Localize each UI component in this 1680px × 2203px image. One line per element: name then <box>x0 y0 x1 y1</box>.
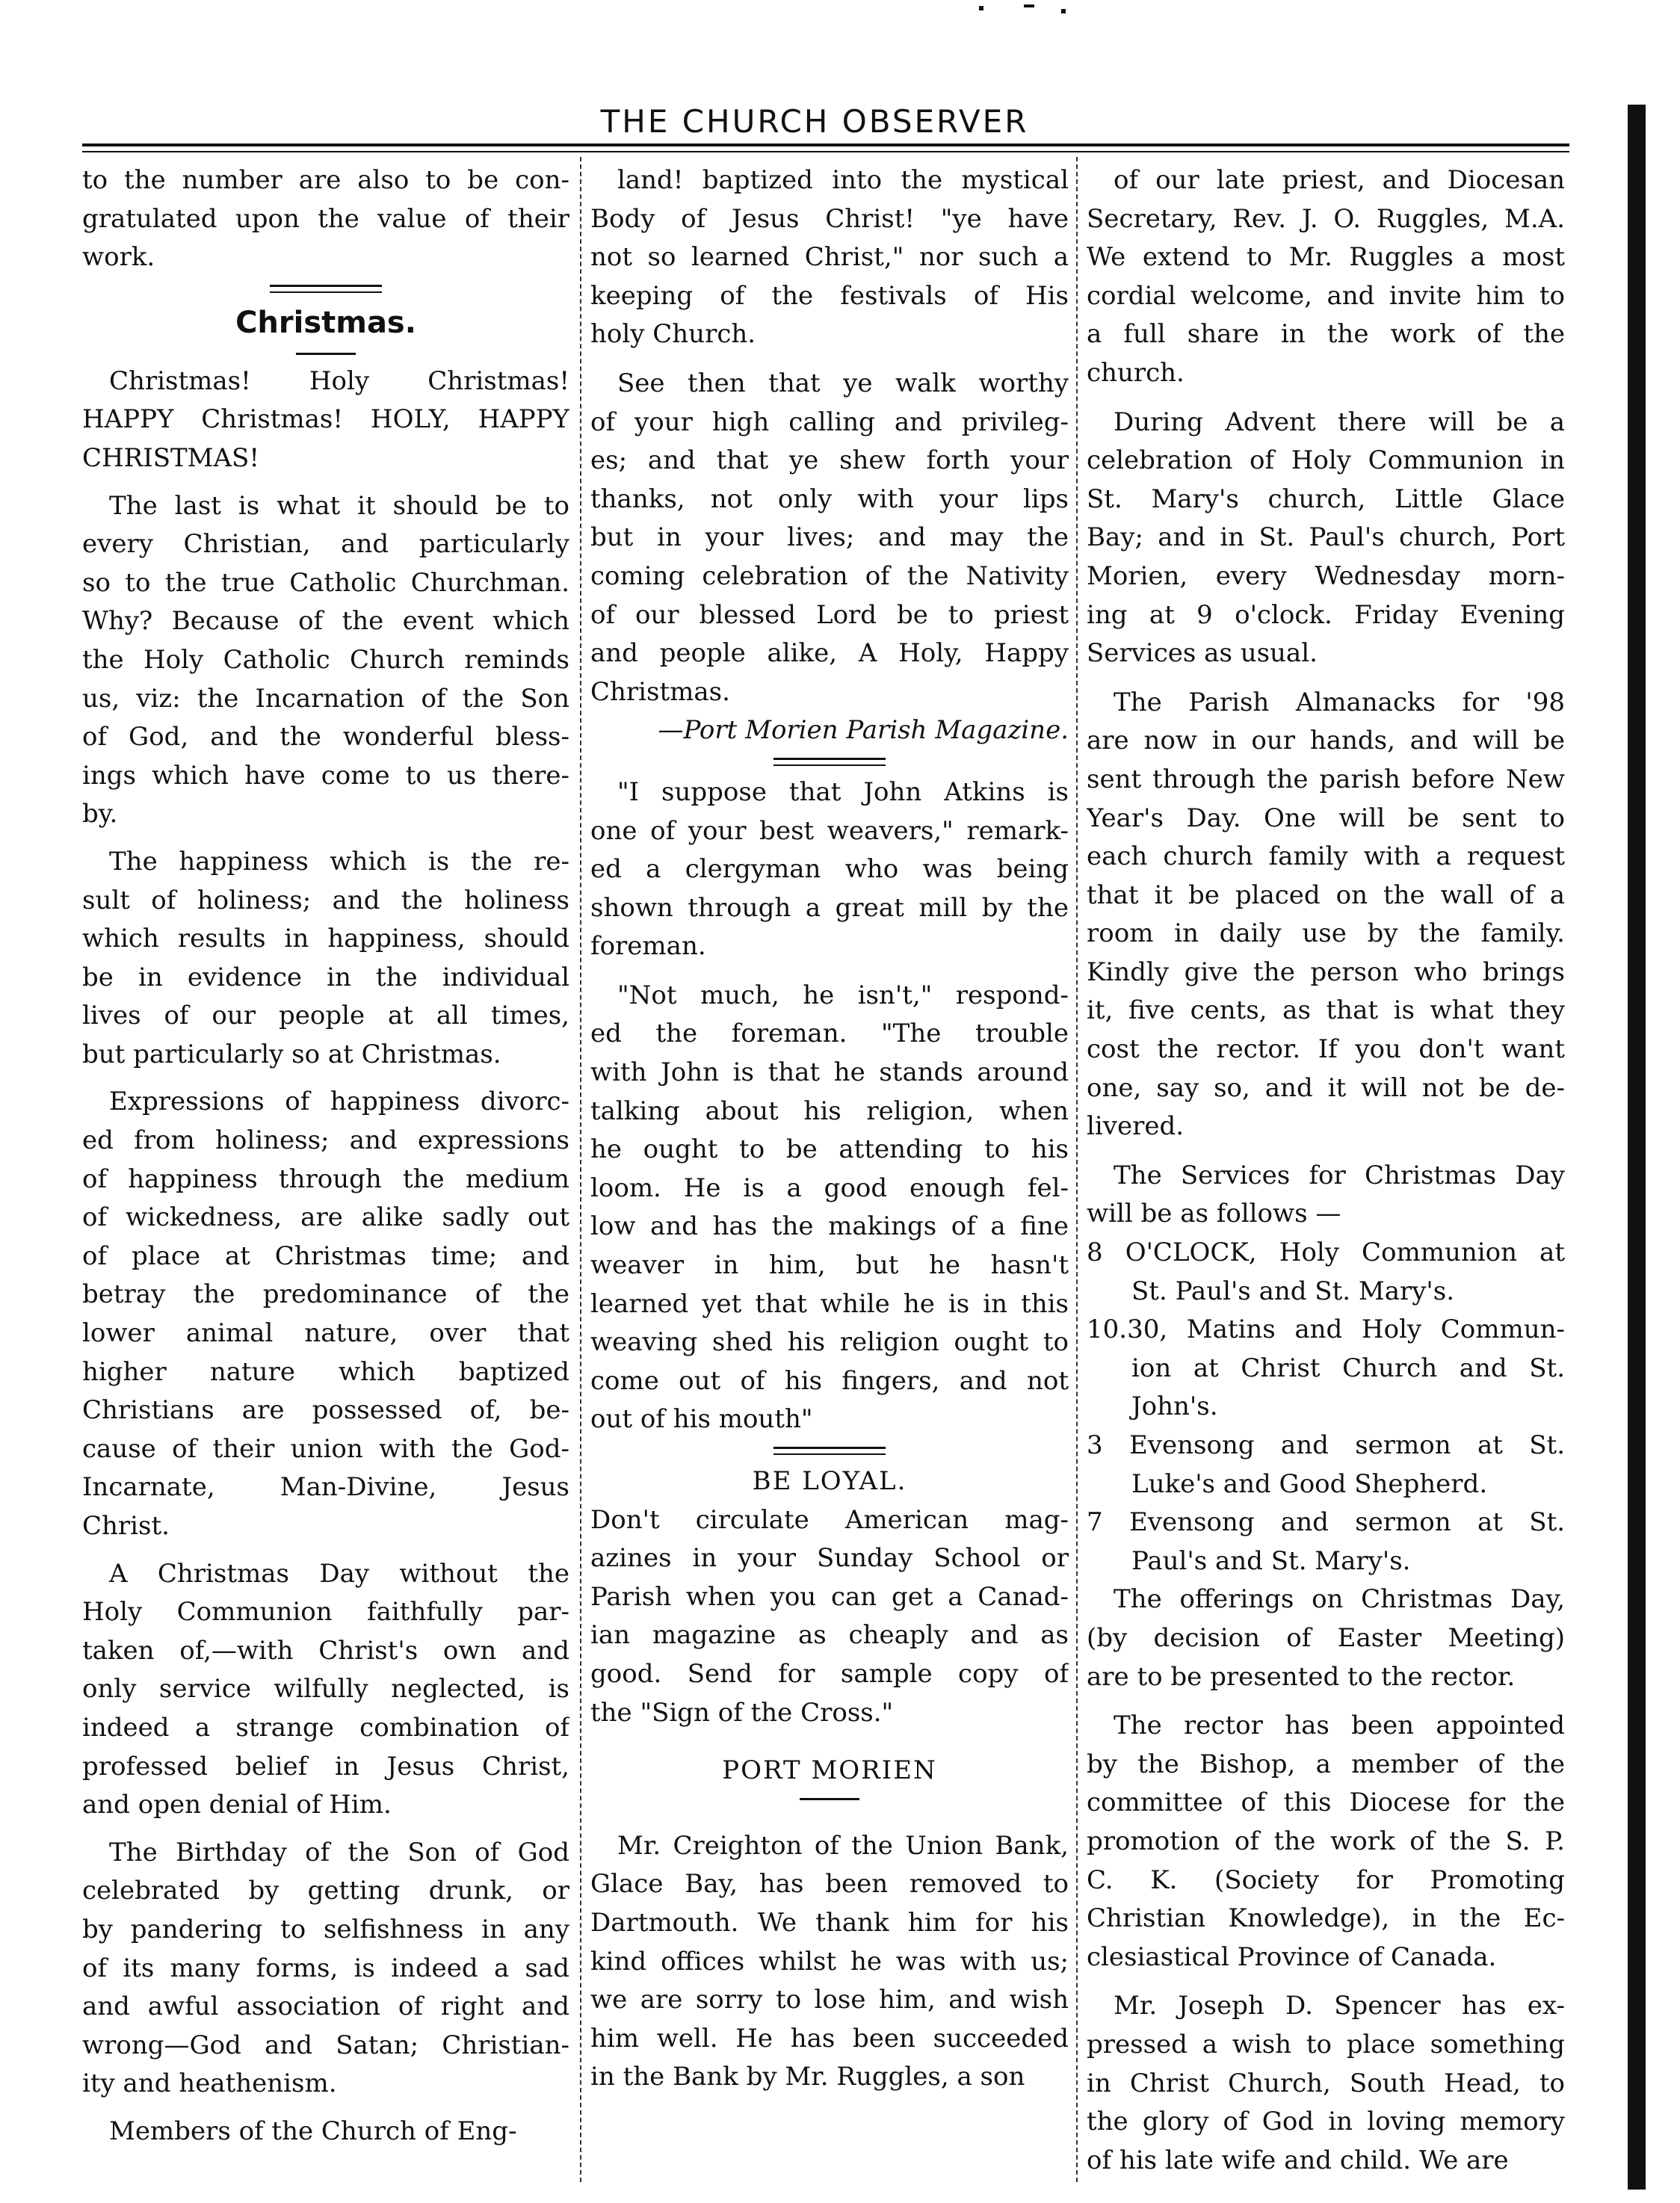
text-line: higher nature which baptized <box>82 1356 569 1387</box>
text-line: committee of this Diocese for the <box>1087 1788 1565 1818</box>
text-line: St. Mary's church, Little Glace <box>1087 483 1565 514</box>
text-line: ed from holiness; and expressions <box>82 1125 569 1156</box>
text-line: The rector has been appointed <box>1114 1711 1565 1741</box>
column-2 <box>590 161 1069 2179</box>
text-line: ing at 9 o'clock. Friday Evening <box>1087 599 1565 630</box>
text-line: During Advent there will be a <box>1114 407 1565 437</box>
service-entry <box>1087 1504 1565 1581</box>
paragraph <box>82 2113 569 2151</box>
text-line: John's. <box>1131 1391 1218 1422</box>
text-line: it, five cents, as that is what they <box>1087 995 1565 1026</box>
text-line: St. Paul's and St. Mary's. <box>1131 1276 1455 1306</box>
text-line: of happiness through the medium <box>82 1164 569 1194</box>
text-line: lives of our people at all times, <box>82 1001 569 1031</box>
text-line: the glory of God in loving memory <box>1087 2107 1565 2137</box>
text-line: Christ. <box>82 1511 170 1541</box>
christmas-heading: Christmas. <box>235 305 416 340</box>
text-line: every Christian, and particularly <box>82 529 569 560</box>
text-line: of our blessed Lord be to priest <box>590 599 1069 630</box>
text-line: not so learned Christ," nor such a <box>590 242 1069 273</box>
text-line: Mr. Joseph D. Spencer has ex- <box>1114 1991 1565 2021</box>
service-entry <box>1087 1427 1565 1504</box>
christmas-article <box>82 362 569 2151</box>
text-line: Mr. Creighton of the Union Bank, <box>617 1830 1069 1861</box>
text-line: celebrated by getting drunk, or <box>82 1876 569 1906</box>
text-line: a full share in the work of the <box>1087 319 1565 350</box>
text-line: cause of their union with the God- <box>82 1433 569 1464</box>
text-line: The Birthday of the Son of God <box>109 1837 569 1867</box>
text-line: See then that ye walk worthy <box>617 368 1069 398</box>
paragraph <box>1087 1707 1565 1977</box>
text-line: (by decision of Easter Meeting) <box>1087 1622 1565 1653</box>
text-line: Bay; and in St. Paul's church, Port <box>1087 522 1565 553</box>
text-line: the "Sign of the Cross." <box>590 1697 894 1728</box>
text-line: come out of his fingers, and not <box>590 1365 1069 1396</box>
text-line: professed belief in Jesus Christ, <box>82 1751 569 1782</box>
text-line: church. <box>1087 357 1185 388</box>
text-line: weaver in him, but he hasn't <box>590 1250 1069 1281</box>
text-line: 3 Evensong and sermon at St. <box>1087 1430 1565 1460</box>
paragraph <box>82 1834 569 2104</box>
short-rule <box>800 1798 859 1800</box>
text-line: of place at Christmas time; and <box>82 1240 569 1271</box>
text-line: A Christmas Day without the <box>109 1558 569 1589</box>
text-line: indeed a strange combination of <box>82 1712 569 1743</box>
text-line: but in your lives; and may the <box>590 522 1069 553</box>
text-line: of its many forms, is indeed a sad <box>82 1953 569 1983</box>
text-line: sult of holiness; and the holiness <box>82 885 569 915</box>
text-line: HAPPY Christmas! HOLY, HAPPY <box>82 404 569 435</box>
page-binding-edge <box>1614 0 1680 2203</box>
text-line: which results in happiness, should <box>82 924 569 954</box>
text-line: "Not much, he isn't," respond- <box>617 980 1069 1010</box>
text-line: will be as follows — <box>1087 1199 1341 1229</box>
text-line: wrong—God and Satan; Christian- <box>82 2030 569 2060</box>
paragraph <box>590 977 1069 1439</box>
parish-notices <box>1087 161 1565 1234</box>
text-line: Why? Because of the event which <box>82 606 569 637</box>
text-line: are now in our hands, and will be <box>1087 726 1565 756</box>
text-line: ed a clergyman who was being <box>590 854 1069 885</box>
article-signature: —Port Morien Parish Magazine. <box>658 715 1069 746</box>
paragraph <box>82 843 569 1075</box>
text-line: "I suppose that John Atkins is <box>617 776 1069 807</box>
port-morien-article <box>590 1827 1069 2097</box>
text-line: kind offices whilst he was with us; <box>590 1946 1069 1977</box>
text-line: him well. He has been succeeded <box>590 2023 1069 2054</box>
text-line: in the Bank by Mr. Ruggles, a son <box>590 2062 1025 2092</box>
text-line: Kindly give the person who brings <box>1087 957 1565 987</box>
text-line: one, say so, and it will not be de- <box>1087 1072 1565 1103</box>
masthead-title: THE CHURCH OBSERVER <box>600 103 1029 140</box>
text-line: Year's Day. One will be sent to <box>1087 803 1565 833</box>
text-line: of wickedness, are alike sadly out <box>82 1202 569 1233</box>
text-line: of our late priest, and Diocesan <box>1114 165 1565 195</box>
text-line: so to the true Catholic Churchman. <box>82 567 569 598</box>
text-line: C. K. (Society for Promoting <box>1087 1864 1565 1895</box>
text-line: of his late wife and child. We are <box>1087 2145 1509 2175</box>
masthead-rule-thin <box>82 151 1569 152</box>
text-line: lower animal nature, over that <box>82 1318 569 1349</box>
text-line: pressed a wish to place something <box>1087 2029 1565 2060</box>
text-line: ed the foreman. "The trouble <box>590 1019 1069 1049</box>
paragraph <box>1087 404 1565 673</box>
text-line: good. Send for sample copy of <box>590 1658 1069 1689</box>
text-line: The Parish Almanacks for '98 <box>1114 687 1565 717</box>
paragraph <box>590 1827 1069 2097</box>
text-line: weaving shed his religion ought to <box>590 1327 1069 1358</box>
text-line: es; and that ye shew forth your <box>590 445 1069 476</box>
text-line: coming celebration of the Nativity <box>590 560 1069 591</box>
paragraph <box>590 365 1069 711</box>
be-loyal-heading: BE LOYAL. <box>752 1466 907 1496</box>
text-line: Holy Communion faithfully par- <box>82 1597 569 1628</box>
text-line: he ought to be attending to his <box>590 1134 1069 1165</box>
text-line: only service wilfully neglected, is <box>82 1674 569 1705</box>
parish-notices-continued <box>1087 1581 1565 2179</box>
text-line: celebration of Holy Communion in <box>1087 445 1565 476</box>
text-line: Christmas! Holy Christmas! <box>109 365 569 396</box>
paragraph <box>82 1083 569 1545</box>
text-line: sent through the parish before New <box>1087 764 1565 794</box>
text-line: Parish when you can get a Canad- <box>590 1581 1069 1612</box>
paragraph <box>82 161 569 277</box>
text-line: and awful association of right and <box>82 1992 569 2022</box>
text-line: Expressions of happiness divorc- <box>109 1087 569 1117</box>
column-separator-1 <box>580 157 581 2182</box>
ink-speck <box>1024 4 1034 7</box>
paragraph <box>590 161 1069 354</box>
be-loyal-article <box>590 1501 1069 1733</box>
text-line: gratulated upon the value of their <box>82 203 569 234</box>
text-line: Members of the Church of Eng- <box>109 2116 517 2146</box>
paragraph <box>82 1555 569 1825</box>
paragraph <box>82 362 569 478</box>
text-line: cost the rector. If you don't want <box>1087 1034 1565 1065</box>
text-line: shown through a great mill by the <box>590 892 1069 923</box>
text-line: in Christ Church, South Head, to <box>1087 2068 1565 2098</box>
text-line: Morien, every Wednesday morn- <box>1087 560 1565 591</box>
christmas-article-continued <box>590 161 1069 711</box>
text-line: by the Bishop, a member of the <box>1087 1749 1565 1779</box>
paragraph <box>590 1501 1069 1733</box>
ink-speck <box>1061 9 1066 13</box>
text-line: holy Church. <box>590 319 756 350</box>
column-3 <box>1087 161 1565 2179</box>
text-line: are to be presented to the rector. <box>1087 1661 1516 1692</box>
text-line: livered. <box>1087 1111 1185 1142</box>
text-line: ian magazine as cheaply and as <box>590 1620 1069 1651</box>
text-line: by. <box>82 799 118 829</box>
masthead-rule-thick <box>82 143 1569 146</box>
text-line: land! baptized into the mystical <box>617 165 1069 195</box>
text-line: of your high calling and privileg- <box>590 407 1069 437</box>
paragraph <box>1087 1581 1565 1696</box>
text-line: talking about his religion, when <box>590 1096 1069 1126</box>
text-line: CHRISTMAS! <box>82 442 259 473</box>
text-line: 10.30, Matins and Holy Commun- <box>1087 1314 1565 1345</box>
text-line: The last is what it should be to <box>109 490 569 521</box>
text-line: one of your best weavers," remark- <box>590 815 1069 846</box>
text-line: learned yet that while he is in this <box>590 1288 1069 1319</box>
text-line: out of his mouth" <box>590 1404 813 1435</box>
paragraph <box>1087 1987 1565 2179</box>
ornamental-rule <box>270 285 382 293</box>
text-line: by pandering to selfishness in any <box>82 1914 569 1944</box>
text-line: foreman. <box>590 931 706 962</box>
paragraph <box>1087 161 1565 393</box>
text-line: The happiness which is the re- <box>109 846 569 877</box>
text-line: Glace Bay, has been removed to <box>590 1869 1069 1900</box>
text-line: The offerings on Christmas Day, <box>1114 1584 1565 1615</box>
text-line: us, viz: the Incarnation of the Son <box>82 683 569 714</box>
text-line: We extend to Mr. Ruggles a most <box>1087 242 1565 273</box>
text-line: we are sorry to lose him, and wish <box>590 1985 1069 2015</box>
ornamental-rule <box>773 1447 886 1455</box>
text-line: promotion of the work of the S. P. <box>1087 1826 1565 1856</box>
text-line: Body of Jesus Christ! "ye have <box>590 203 1069 234</box>
service-entry <box>1087 1311 1565 1427</box>
text-line: of God, and the wonderful bless- <box>82 722 569 753</box>
text-line: Dartmouth. We thank him for his <box>590 1907 1069 1938</box>
text-line: ity and heathenism. <box>82 2068 337 2099</box>
text-line: The Services for Christmas Day <box>1114 1160 1565 1190</box>
paragraph <box>590 773 1069 966</box>
ornamental-rule <box>773 758 886 766</box>
text-line: with John is that he stands around <box>590 1057 1069 1088</box>
text-line: cordial welcome, and invite him to <box>1087 280 1565 311</box>
text-line: Services as usual. <box>1087 638 1318 669</box>
lead-paragraph <box>82 161 569 277</box>
text-line: the Holy Catholic Church reminds <box>82 644 569 675</box>
text-line: work. <box>82 242 155 273</box>
column-1 <box>82 161 569 2179</box>
paragraph <box>82 487 569 834</box>
text-line: 8 O'CLOCK, Holy Communion at <box>1087 1238 1565 1268</box>
paragraph <box>1087 1157 1565 1234</box>
text-line: thanks, not only with your lips <box>590 483 1069 514</box>
port-morien-heading: PORT MORIEN <box>722 1755 937 1786</box>
short-rule <box>296 353 356 355</box>
text-line: Secretary, Rev. J. O. Ruggles, M.A. <box>1087 203 1565 234</box>
column-separator-2 <box>1076 157 1078 2182</box>
christmas-services-list <box>1087 1234 1565 1581</box>
service-entry <box>1087 1234 1565 1311</box>
text-line: be in evidence in the individual <box>82 962 569 992</box>
text-line: room in daily use by the family. <box>1087 918 1565 949</box>
text-line: Incarnate, Man-Divine, Jesus <box>82 1472 569 1503</box>
text-line: Paul's and St. Mary's. <box>1131 1545 1411 1576</box>
ink-speck <box>979 6 983 10</box>
text-line: betray the predominance of the <box>82 1279 569 1310</box>
text-line: and people alike, A Holy, Happy <box>590 638 1069 669</box>
text-line: each church family with a request <box>1087 841 1565 872</box>
text-line: Christian Knowledge), in the Ec- <box>1087 1903 1565 1934</box>
text-line: but particularly so at Christmas. <box>82 1039 501 1069</box>
text-line: taken of,—with Christ's own and <box>82 1635 569 1666</box>
text-line: clesiastical Province of Canada. <box>1087 1941 1497 1972</box>
text-line: 7 Evensong and sermon at St. <box>1087 1507 1565 1538</box>
text-line: low and has the makings of a fine <box>590 1211 1069 1242</box>
text-line: ion at Christ Church and St. <box>1131 1353 1565 1383</box>
atkins-anecdote <box>590 773 1069 1439</box>
text-line: and open denial of Him. <box>82 1790 392 1820</box>
text-line: Don't circulate American mag- <box>590 1504 1069 1535</box>
text-line: ings which have come to us there- <box>82 760 569 791</box>
paragraph <box>1087 684 1565 1146</box>
text-line: keeping of the festivals of His <box>590 280 1069 311</box>
text-line: to the number are also to be con- <box>82 165 569 195</box>
text-line: loom. He is a good enough fel- <box>590 1172 1069 1203</box>
text-line: azines in your Sunday School or <box>590 1543 1069 1574</box>
text-line: Christmas. <box>590 676 730 707</box>
text-line: that it be placed on the wall of a <box>1087 880 1565 910</box>
text-line: Christians are possessed of, be- <box>82 1395 569 1426</box>
text-line: Luke's and Good Shepherd. <box>1131 1468 1488 1499</box>
